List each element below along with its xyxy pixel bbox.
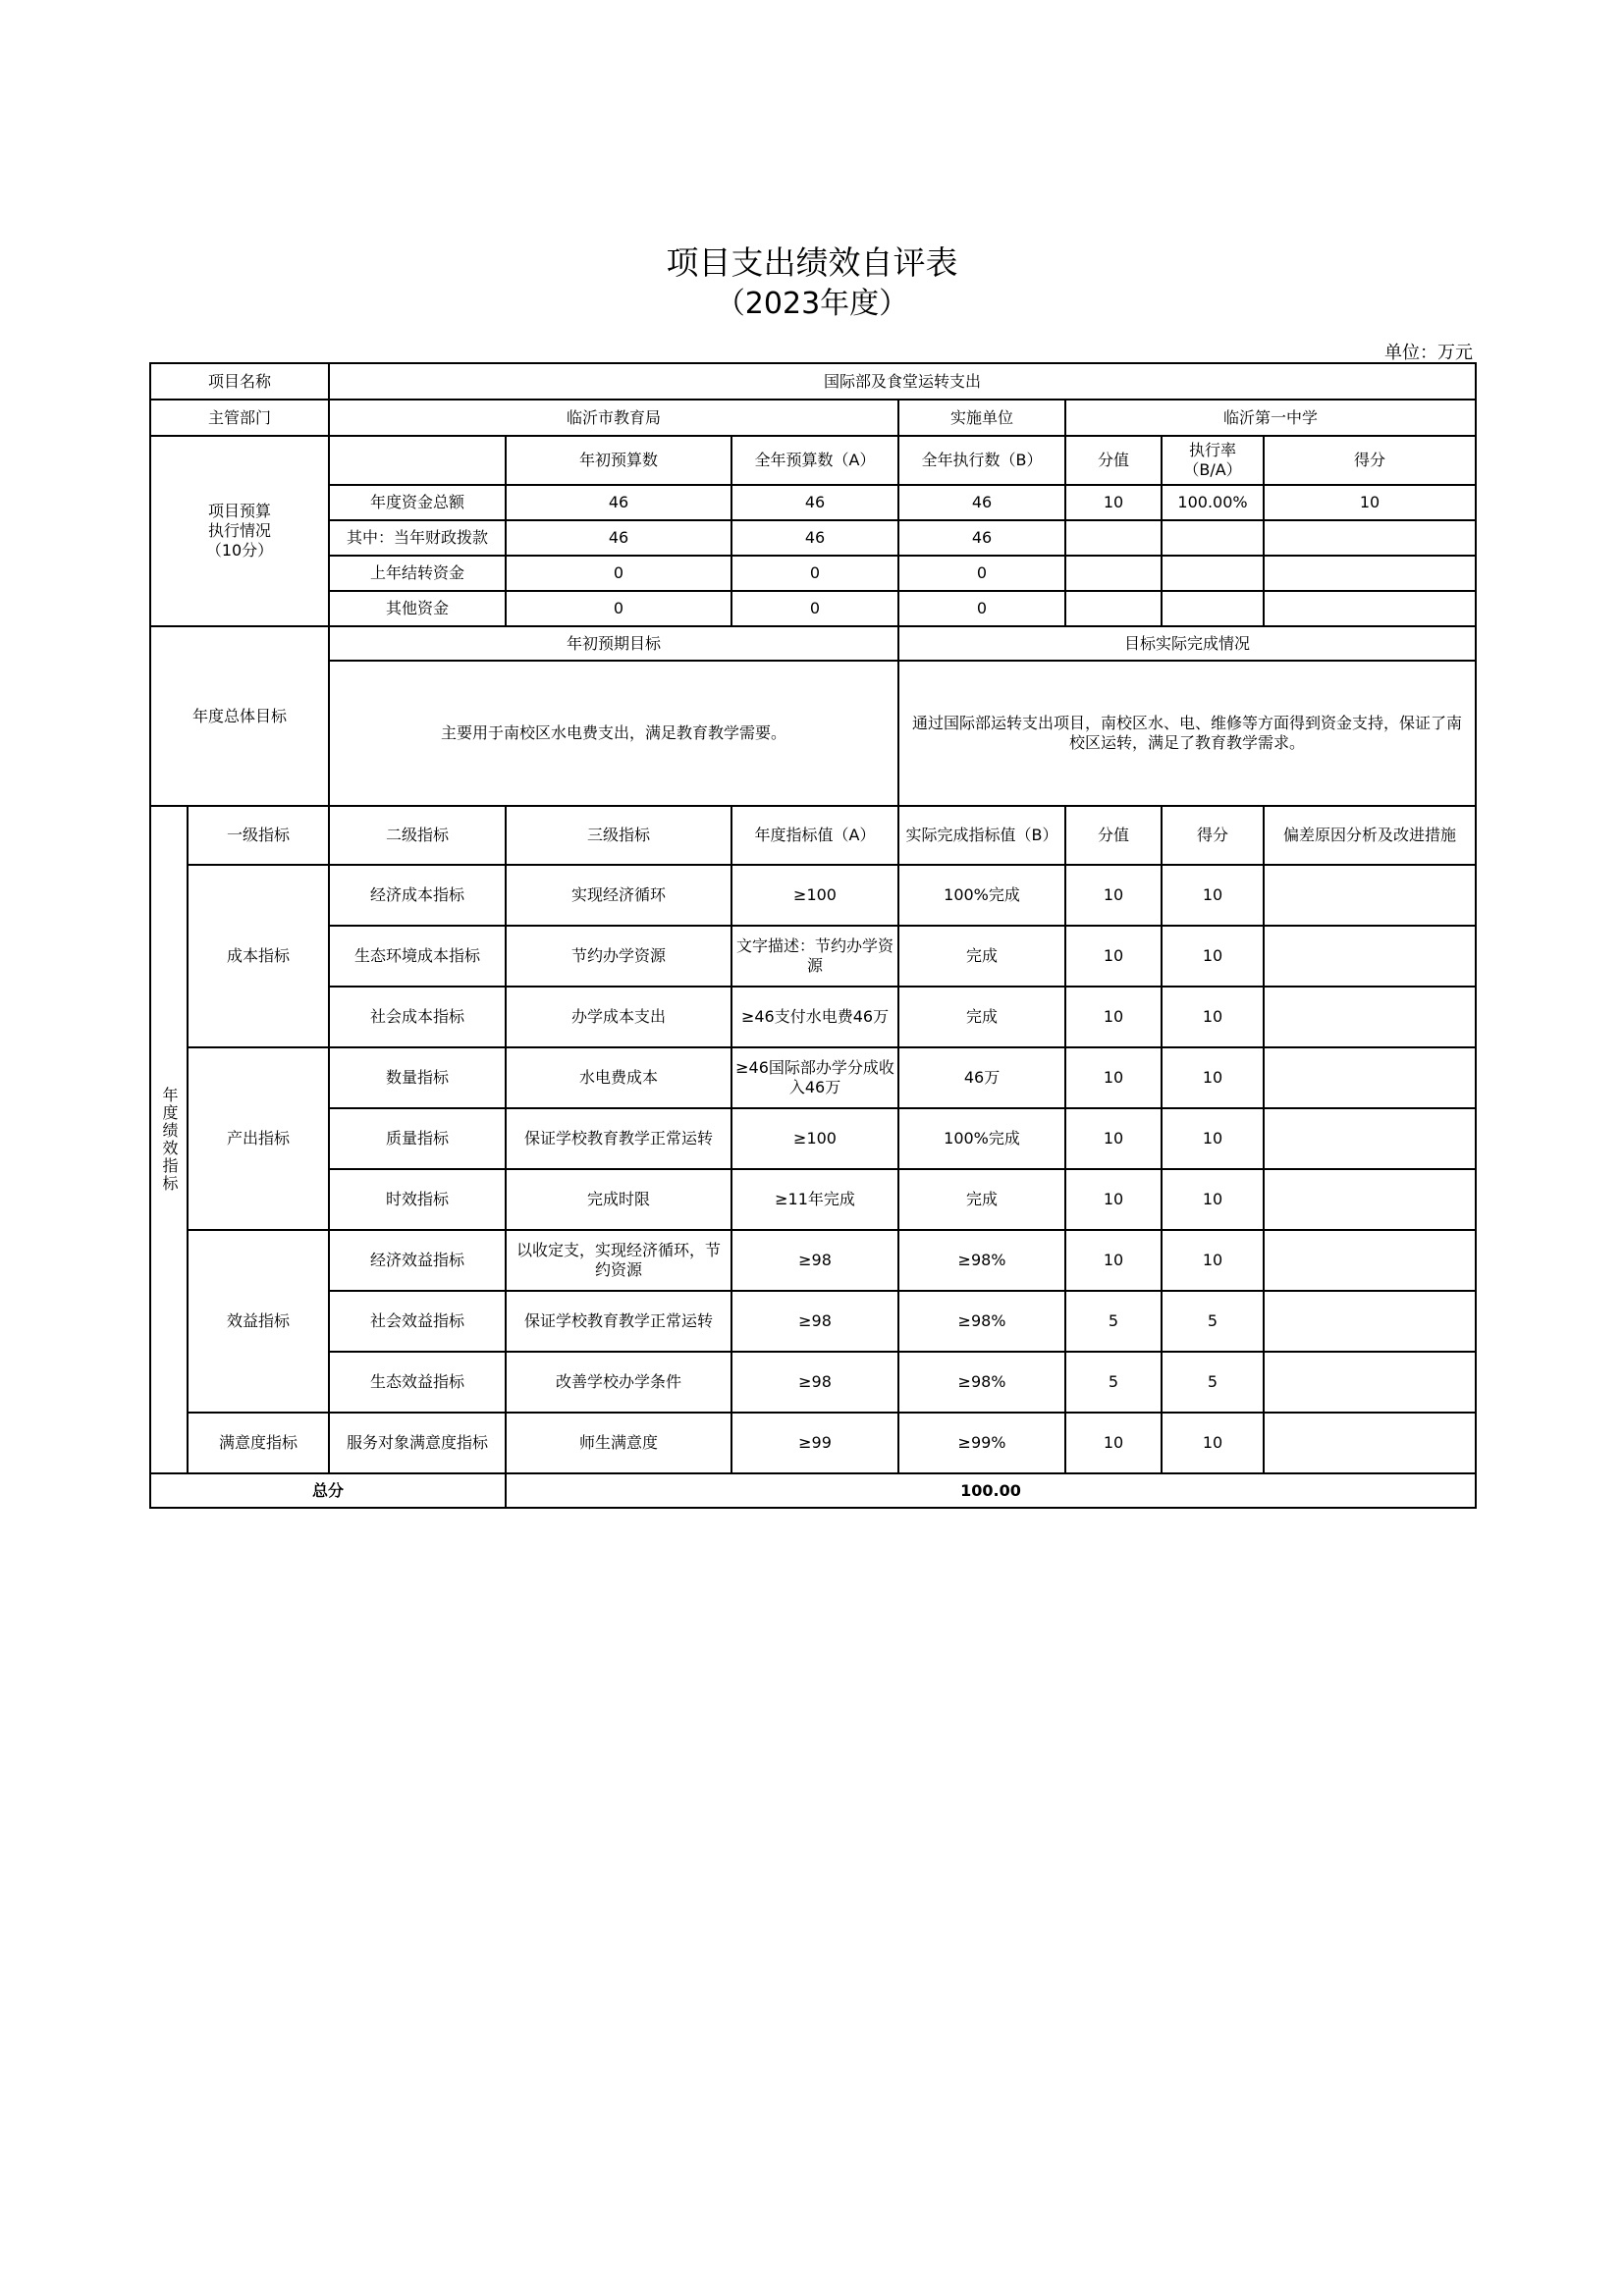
page-title: 项目支出绩效自评表: [666, 243, 958, 282]
unit-label: 单位：万元: [1384, 343, 1473, 363]
ind-score-val: 10: [1065, 987, 1162, 1047]
budget-initial: 0: [506, 591, 731, 626]
ind-target-header: 年度指标值（A）: [731, 806, 898, 865]
ind-score-val: 5: [1065, 1291, 1162, 1352]
ind-l1-header: 一级指标: [188, 806, 329, 865]
goal-section-label: 年度总体目标: [150, 626, 329, 806]
budget-row: [150, 485, 1476, 520]
goal-initial-header: 年初预期目标: [329, 626, 898, 661]
ind-l2: 生态环境成本指标: [329, 926, 506, 987]
budget-initial: 0: [506, 556, 731, 591]
dept-label: 主管部门: [150, 400, 329, 436]
ind-l3: 师生满意度: [506, 1413, 731, 1473]
budget-header-blank: [329, 436, 506, 485]
ind-reason: [1264, 1413, 1476, 1473]
indicator-row: [150, 987, 1476, 1047]
ind-score-val: 10: [1065, 926, 1162, 987]
goal-initial-text: 主要用于南校区水电费支出，满足教育教学需要。: [329, 661, 898, 806]
ind-l3: 实现经济循环: [506, 865, 731, 926]
ind-l3: 水电费成本: [506, 1047, 731, 1108]
ind-target: ≥46国际部办学分成收入46万: [731, 1047, 898, 1108]
goal-header-row: [150, 626, 1476, 661]
indicator-row: [150, 1047, 1476, 1108]
ind-l3: 节约办学资源: [506, 926, 731, 987]
budget-score-value: [1065, 520, 1162, 556]
goal-actual-text: 通过国际部运转支出项目，南校区水、电、维修等方面得到资金支持，保证了南校区运转，满足了教育教学需求。: [898, 661, 1476, 806]
ind-actual: 完成: [898, 987, 1065, 1047]
ind-actual: 完成: [898, 1169, 1065, 1230]
budget-initial: 46: [506, 520, 731, 556]
impl-unit-value: 临沂第一中学: [1065, 400, 1476, 436]
ind-target: ≥98: [731, 1352, 898, 1413]
ind-reason: [1264, 1352, 1476, 1413]
ind-l2-header: 二级指标: [329, 806, 506, 865]
indicator-row: [150, 1108, 1476, 1169]
ind-score: 10: [1162, 1047, 1264, 1108]
budget-score-value: [1065, 556, 1162, 591]
ind-l3: 以收定支，实现经济循环，节约资源: [506, 1230, 731, 1291]
ind-actual: ≥98%: [898, 1291, 1065, 1352]
ind-l2: 服务对象满意度指标: [329, 1413, 506, 1473]
ind-l2: 生态效益指标: [329, 1352, 506, 1413]
ind-l3-header: 三级指标: [506, 806, 731, 865]
ind-actual: 完成: [898, 926, 1065, 987]
indicator-group-name: 产出指标: [188, 1047, 329, 1230]
indicator-row: [150, 1352, 1476, 1413]
col-initial-budget: 年初预算数: [506, 436, 731, 485]
ind-target: ≥100: [731, 1108, 898, 1169]
indicator-group-name: 成本指标: [188, 865, 329, 1047]
budget-full: 0: [731, 556, 898, 591]
ind-score-header: 得分: [1162, 806, 1264, 865]
ind-score: 10: [1162, 865, 1264, 926]
col-exec-amount: 全年执行数（B）: [898, 436, 1065, 485]
ind-l3: 办学成本支出: [506, 987, 731, 1047]
ind-l2: 数量指标: [329, 1047, 506, 1108]
budget-score-value: [1065, 591, 1162, 626]
indicator-row: [150, 865, 1476, 926]
budget-row-label: 年度资金总额: [329, 485, 506, 520]
col-score: 得分: [1264, 436, 1476, 485]
budget-full: 46: [731, 485, 898, 520]
ind-score-val-header: 分值: [1065, 806, 1162, 865]
ind-actual-header: 实际完成指标值（B）: [898, 806, 1065, 865]
ind-score: 10: [1162, 1108, 1264, 1169]
impl-unit-label: 实施单位: [898, 400, 1065, 436]
ind-score: 5: [1162, 1291, 1264, 1352]
budget-row: [150, 520, 1476, 556]
ind-score: 10: [1162, 987, 1264, 1047]
budget-rate: [1162, 591, 1264, 626]
budget-rate: 100.00%: [1162, 485, 1264, 520]
ind-reason: [1264, 865, 1476, 926]
ind-score-val: 10: [1065, 1413, 1162, 1473]
ind-actual: 100%完成: [898, 865, 1065, 926]
budget-exec: 0: [898, 556, 1065, 591]
ind-target: ≥99: [731, 1413, 898, 1473]
budget-full: 46: [731, 520, 898, 556]
indicator-row: [150, 1169, 1476, 1230]
budget-score: [1264, 591, 1476, 626]
ind-actual: ≥98%: [898, 1230, 1065, 1291]
ind-l2: 经济成本指标: [329, 865, 506, 926]
ind-l3: 保证学校教育教学正常运转: [506, 1108, 731, 1169]
ind-reason: [1264, 1108, 1476, 1169]
dept-row: [150, 400, 1476, 436]
ind-score: 10: [1162, 926, 1264, 987]
budget-exec: 46: [898, 520, 1065, 556]
ind-target: ≥98: [731, 1291, 898, 1352]
total-score: 100.00: [506, 1473, 1476, 1508]
ind-actual: 100%完成: [898, 1108, 1065, 1169]
budget-initial: 46: [506, 485, 731, 520]
total-label: 总分: [150, 1473, 506, 1508]
ind-l2: 经济效益指标: [329, 1230, 506, 1291]
ind-score-val: 5: [1065, 1352, 1162, 1413]
ind-score: 10: [1162, 1230, 1264, 1291]
ind-l3: 改善学校办学条件: [506, 1352, 731, 1413]
ind-target: ≥98: [731, 1230, 898, 1291]
ind-actual: ≥98%: [898, 1352, 1065, 1413]
ind-reason: [1264, 987, 1476, 1047]
ind-score-val: 10: [1065, 1047, 1162, 1108]
ind-reason: [1264, 926, 1476, 987]
ind-score: 10: [1162, 1169, 1264, 1230]
dept-value: 临沂市教育局: [329, 400, 898, 436]
col-score-value: 分值: [1065, 436, 1162, 485]
project-name-label: 项目名称: [150, 363, 329, 400]
col-full-budget: 全年预算数（A）: [731, 436, 898, 485]
self-evaluation-table: [149, 362, 1477, 1509]
budget-section-label: 项目预算 执行情况 （10分）: [150, 436, 329, 626]
ind-score-val: 10: [1065, 865, 1162, 926]
budget-row-label: 上年结转资金: [329, 556, 506, 591]
budget-exec: 0: [898, 591, 1065, 626]
budget-row: [150, 556, 1476, 591]
col-exec-rate: 执行率 （B/A）: [1162, 436, 1264, 485]
budget-row-label: 其中：当年财政拨款: [329, 520, 506, 556]
perf-section-label: 年度绩效指标: [150, 806, 188, 1473]
budget-full: 0: [731, 591, 898, 626]
ind-score-val: 10: [1065, 1169, 1162, 1230]
budget-rate: [1162, 520, 1264, 556]
ind-actual: ≥99%: [898, 1413, 1065, 1473]
ind-l2: 时效指标: [329, 1169, 506, 1230]
total-row: [150, 1473, 1476, 1508]
ind-score-val: 10: [1065, 1108, 1162, 1169]
goal-content-row: [150, 661, 1476, 806]
budget-rate: [1162, 556, 1264, 591]
ind-l2: 社会成本指标: [329, 987, 506, 1047]
ind-target: 文字描述：节约办学资源: [731, 926, 898, 987]
ind-reason: [1264, 1230, 1476, 1291]
project-name-row: [150, 363, 1476, 400]
budget-score: 10: [1264, 485, 1476, 520]
ind-target: ≥46支付水电费46万: [731, 987, 898, 1047]
ind-target: ≥11年完成: [731, 1169, 898, 1230]
budget-score: [1264, 520, 1476, 556]
indicator-header-row: [150, 806, 1476, 865]
page-subtitle: （2023年度）: [715, 287, 909, 321]
ind-reason: [1264, 1291, 1476, 1352]
ind-score: 5: [1162, 1352, 1264, 1413]
budget-exec: 46: [898, 485, 1065, 520]
indicator-group-name: 满意度指标: [188, 1413, 329, 1473]
indicator-group-name: 效益指标: [188, 1230, 329, 1413]
ind-l3: 完成时限: [506, 1169, 731, 1230]
ind-score-val: 10: [1065, 1230, 1162, 1291]
indicator-row: [150, 926, 1476, 987]
budget-score: [1264, 556, 1476, 591]
indicator-row: [150, 1230, 1476, 1291]
ind-score: 10: [1162, 1413, 1264, 1473]
ind-l3: 保证学校教育教学正常运转: [506, 1291, 731, 1352]
budget-header-row: [150, 436, 1476, 485]
project-name-value: 国际部及食堂运转支出: [329, 363, 1476, 400]
ind-target: ≥100: [731, 865, 898, 926]
ind-reason: [1264, 1047, 1476, 1108]
budget-row-label: 其他资金: [329, 591, 506, 626]
ind-reason: [1264, 1169, 1476, 1230]
indicator-row: [150, 1413, 1476, 1473]
indicator-row: [150, 1291, 1476, 1352]
budget-score-value: 10: [1065, 485, 1162, 520]
budget-row: [150, 591, 1476, 626]
ind-reason-header: 偏差原因分析及改进措施: [1264, 806, 1476, 865]
ind-actual: 46万: [898, 1047, 1065, 1108]
ind-l2: 质量指标: [329, 1108, 506, 1169]
goal-actual-header: 目标实际完成情况: [898, 626, 1476, 661]
ind-l2: 社会效益指标: [329, 1291, 506, 1352]
